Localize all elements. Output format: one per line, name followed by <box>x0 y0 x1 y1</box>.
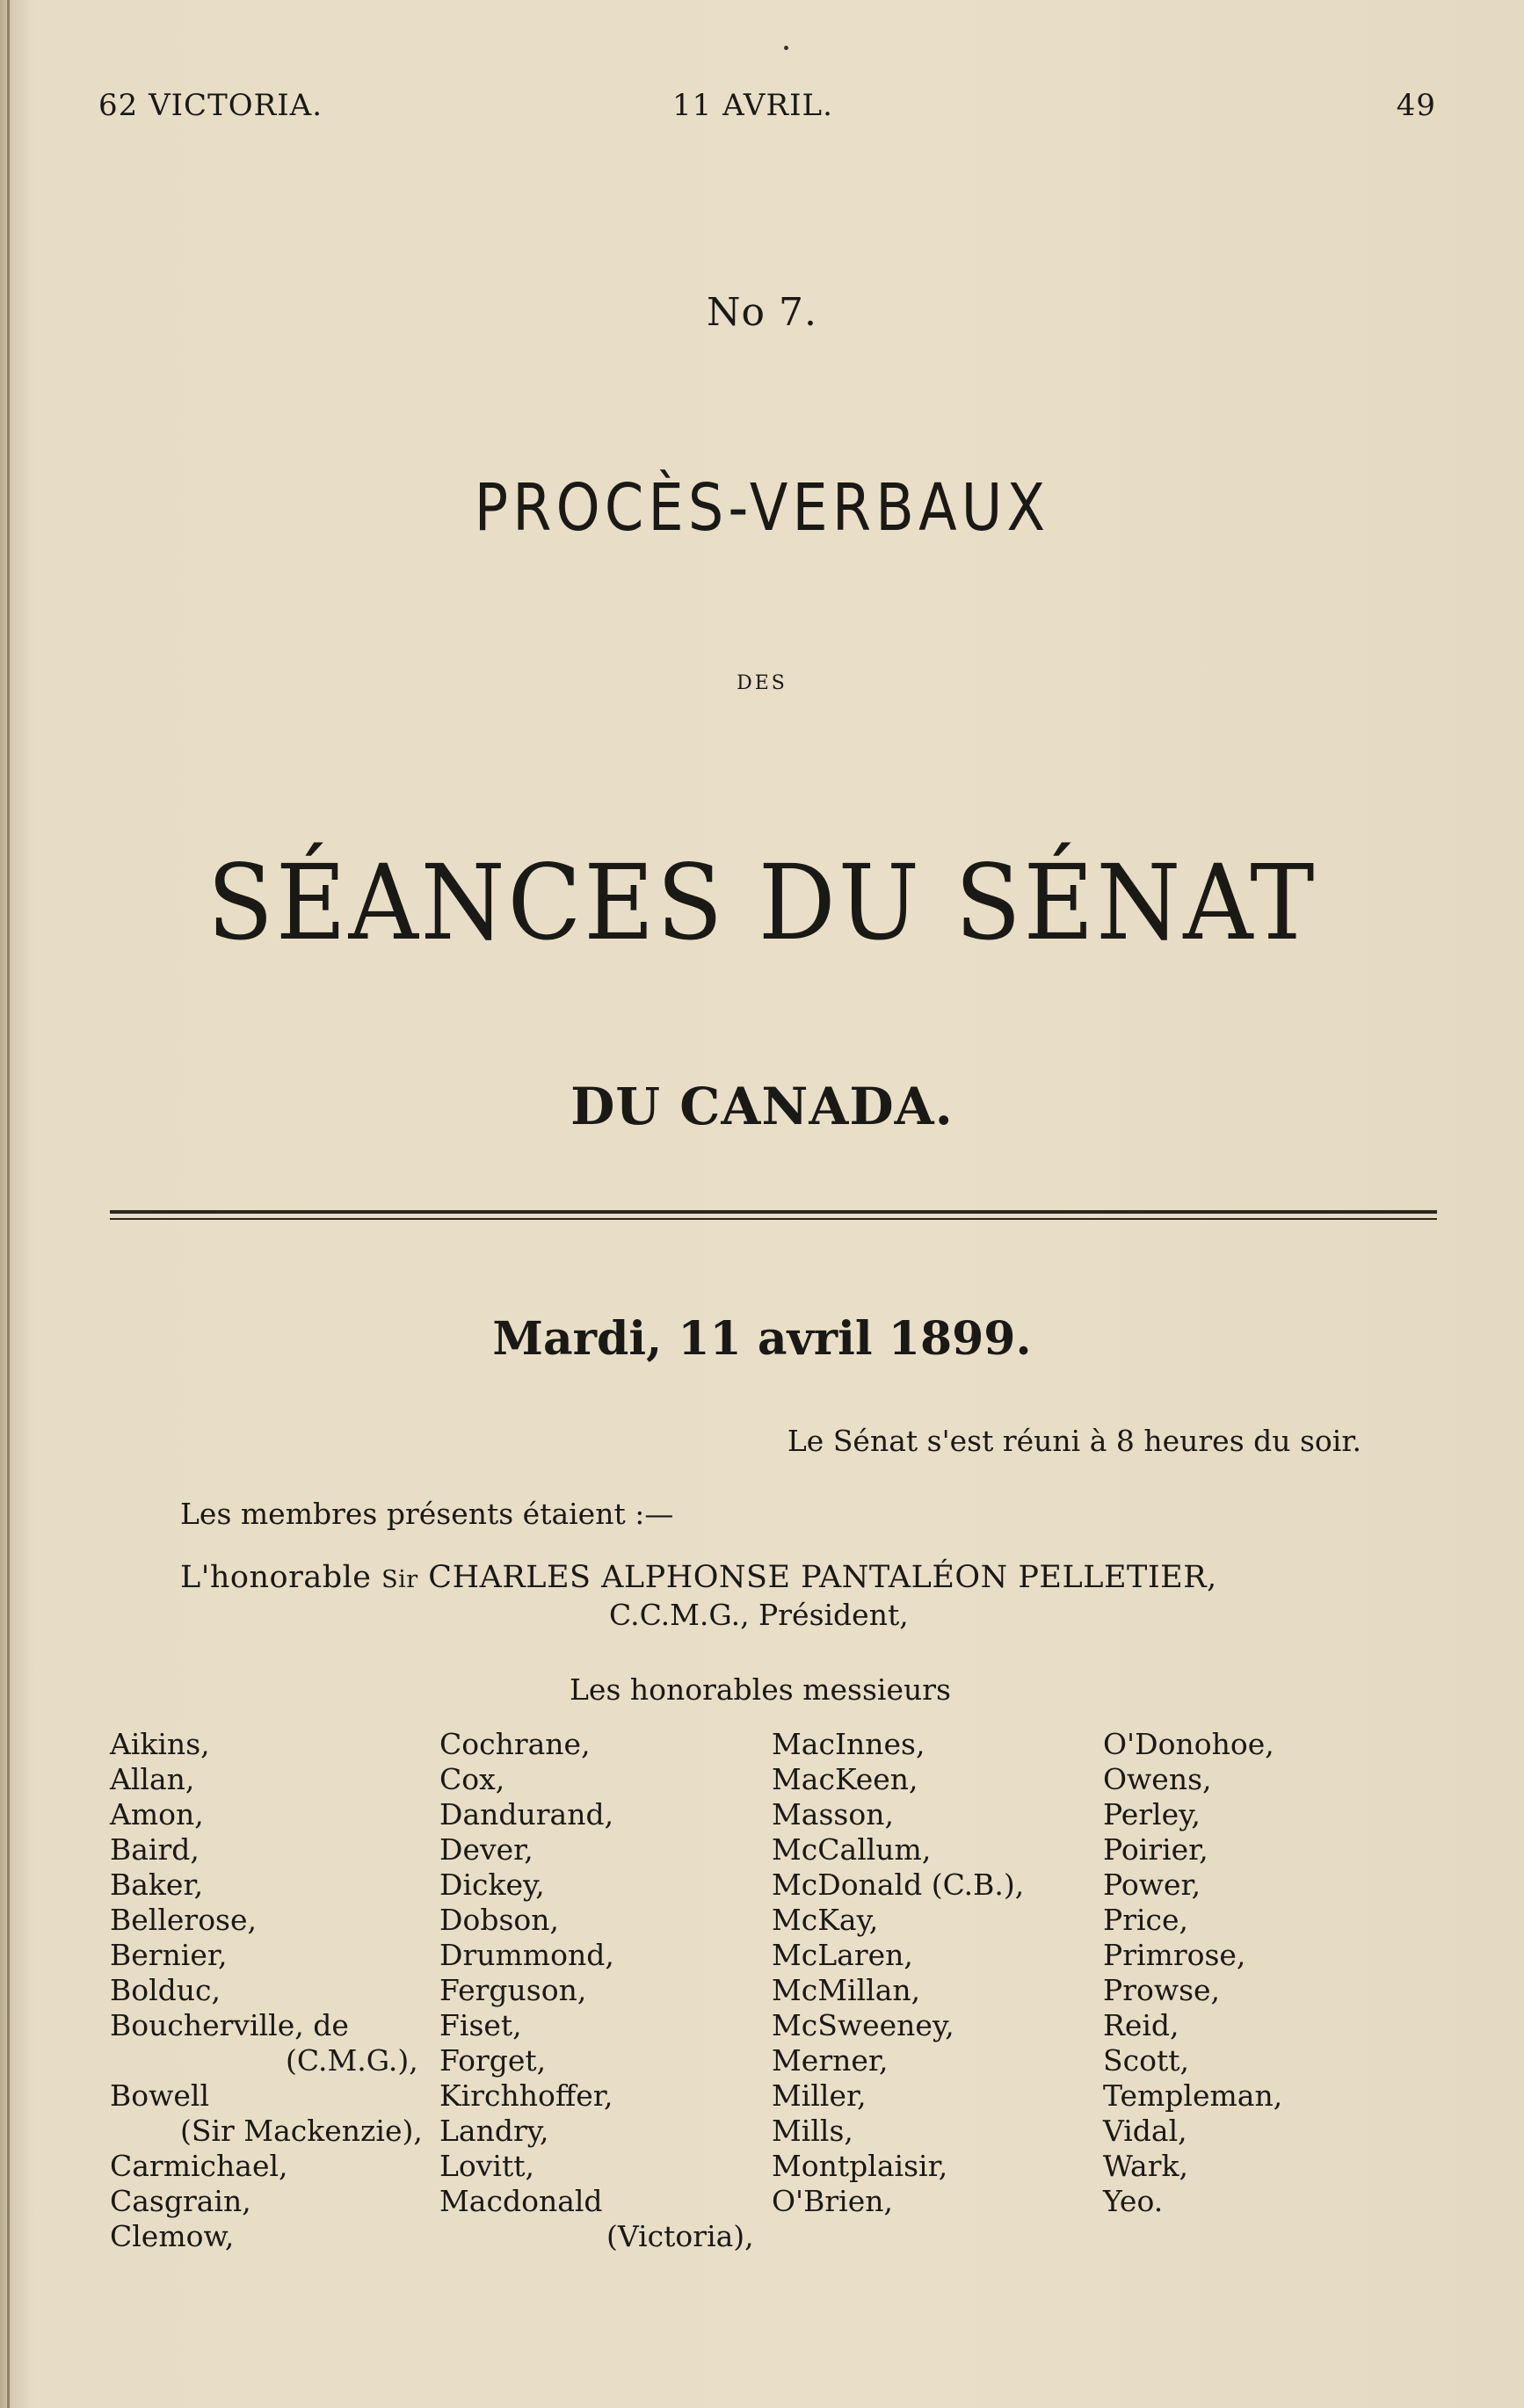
president-prefix: L'honorable <box>180 1560 382 1595</box>
senator-name: Bowell <box>110 2078 210 2113</box>
senator-name: Templeman, <box>1103 2078 1283 2113</box>
senator-name: Allan, <box>110 1762 195 1796</box>
president-name: CHARLES ALPHONSE PANTALÉON PELLETIER, <box>417 1560 1217 1595</box>
senator-name: Scott, <box>1103 2043 1189 2078</box>
senator-name: McCallum, <box>772 1832 932 1867</box>
senator-name: Amon, <box>110 1797 204 1831</box>
senator-column-2 <box>439 1727 614 2219</box>
senator-name: Dickey, <box>439 1868 545 1902</box>
senator-name: Owens, <box>1103 1762 1212 1796</box>
senator-name: Dever, <box>439 1832 533 1867</box>
senator-name: Clemow, <box>110 2219 235 2253</box>
senator-name: Cochrane, <box>439 1727 591 1761</box>
senator-name: Bernier, <box>110 1938 228 1972</box>
senator-name: Mills, <box>772 2114 853 2148</box>
members-intro: Les membres présents étaient :— <box>180 1497 674 1531</box>
senator-name: Bellerose, <box>110 1903 258 1937</box>
senator-name: Kirchhoffer, <box>439 2078 613 2113</box>
senator-column-3 <box>772 1727 1024 2219</box>
senator-name: McDonald (C.B.), <box>772 1868 1025 1902</box>
meeting-time-text: Le Sénat s'est réuni à 8 heures du soir. <box>787 1424 1361 1458</box>
senator-name: McKay, <box>772 1903 879 1937</box>
senator-name: Landry, <box>439 2114 549 2148</box>
senator-name: MacInnes, <box>772 1727 925 1761</box>
senator-name: Fiset, <box>439 2008 522 2042</box>
senator-name: Merner, <box>772 2043 889 2078</box>
senator-name: Vidal, <box>1103 2114 1187 2148</box>
senator-name: Reid, <box>1103 2008 1179 2042</box>
senator-name: Montplaisir, <box>772 2149 948 2183</box>
title-du-canada: DU CANADA. <box>570 1077 954 1136</box>
title-proces-verbaux: PROCÈS-VERBAUX <box>474 470 1050 546</box>
senator-column-4 <box>1103 1727 1282 2219</box>
senator-name: Baker, <box>110 1868 204 1902</box>
senator-name: McSweeney, <box>772 2008 954 2042</box>
senator-name: Casgrain, <box>110 2184 251 2218</box>
binding-edge <box>7 0 10 2408</box>
document-number: No 7. <box>707 290 817 335</box>
senator-name: McLaren, <box>772 1938 913 1972</box>
president-title: Sir <box>381 1566 418 1593</box>
senator-name: Macdonald <box>439 2184 603 2218</box>
senator-name: Dobson, <box>439 1903 559 1937</box>
president-role: C.C.M.G., Président, <box>609 1598 909 1632</box>
senator-name: Miller, <box>772 2078 867 2113</box>
senator-name-continuation: (C.M.G.), <box>286 2043 418 2078</box>
running-header-date: 11 AVRIL. <box>672 88 833 123</box>
title-des: DES <box>737 672 787 694</box>
senator-name: MacKeen, <box>772 1762 918 1796</box>
honorables-heading: Les honorables messieurs <box>570 1672 951 1707</box>
senator-name: Poirier, <box>1103 1832 1208 1867</box>
divider-rule-thick <box>110 1210 1437 1214</box>
senator-name: O'Donohoe, <box>1103 1727 1274 1761</box>
senator-name: Wark, <box>1103 2149 1188 2183</box>
session-date: Mardi, 11 avril 1899. <box>492 1312 1032 1366</box>
senator-name: Power, <box>1103 1868 1201 1902</box>
senator-name: Price, <box>1103 1903 1189 1937</box>
page-number: 49 <box>1396 88 1436 123</box>
senator-column-1 <box>110 1727 423 2254</box>
senator-name: Aikins, <box>110 1727 210 1761</box>
senator-name: Forget, <box>439 2043 547 2078</box>
senator-name: Masson, <box>772 1797 894 1831</box>
president-line <box>180 1560 1217 1595</box>
senator-name: Baird, <box>110 1832 200 1867</box>
print-speck <box>784 46 788 50</box>
title-seances-du-senat: SÉANCES DU SÉNAT <box>207 842 1317 963</box>
senator-name: Carmichael, <box>110 2149 288 2183</box>
senator-name: Ferguson, <box>439 1973 587 2007</box>
senator-name: Drummond, <box>439 1938 614 1972</box>
running-header-session: 62 VICTORIA. <box>98 88 323 123</box>
senator-name: Primrose, <box>1103 1938 1246 1972</box>
senator-name-continuation: (Sir Mackenzie), <box>180 2114 423 2148</box>
senator-name: Dandurand, <box>439 1797 614 1831</box>
senator-name: Boucherville, de <box>110 2008 349 2042</box>
senator-name: Bolduc, <box>110 1973 221 2007</box>
senator-name: Cox, <box>439 1762 505 1796</box>
senator-name: Yeo. <box>1103 2184 1164 2218</box>
senator-name: Perley, <box>1103 1797 1201 1831</box>
senator-name: Lovitt, <box>439 2149 534 2183</box>
senator-name-continuation: (Victoria), <box>606 2219 754 2253</box>
divider-rule-thin <box>110 1218 1437 1220</box>
senator-name: McMillan, <box>772 1973 921 2007</box>
senator-name: Prowse, <box>1103 1973 1221 2007</box>
senator-name: O'Brien, <box>772 2184 893 2218</box>
